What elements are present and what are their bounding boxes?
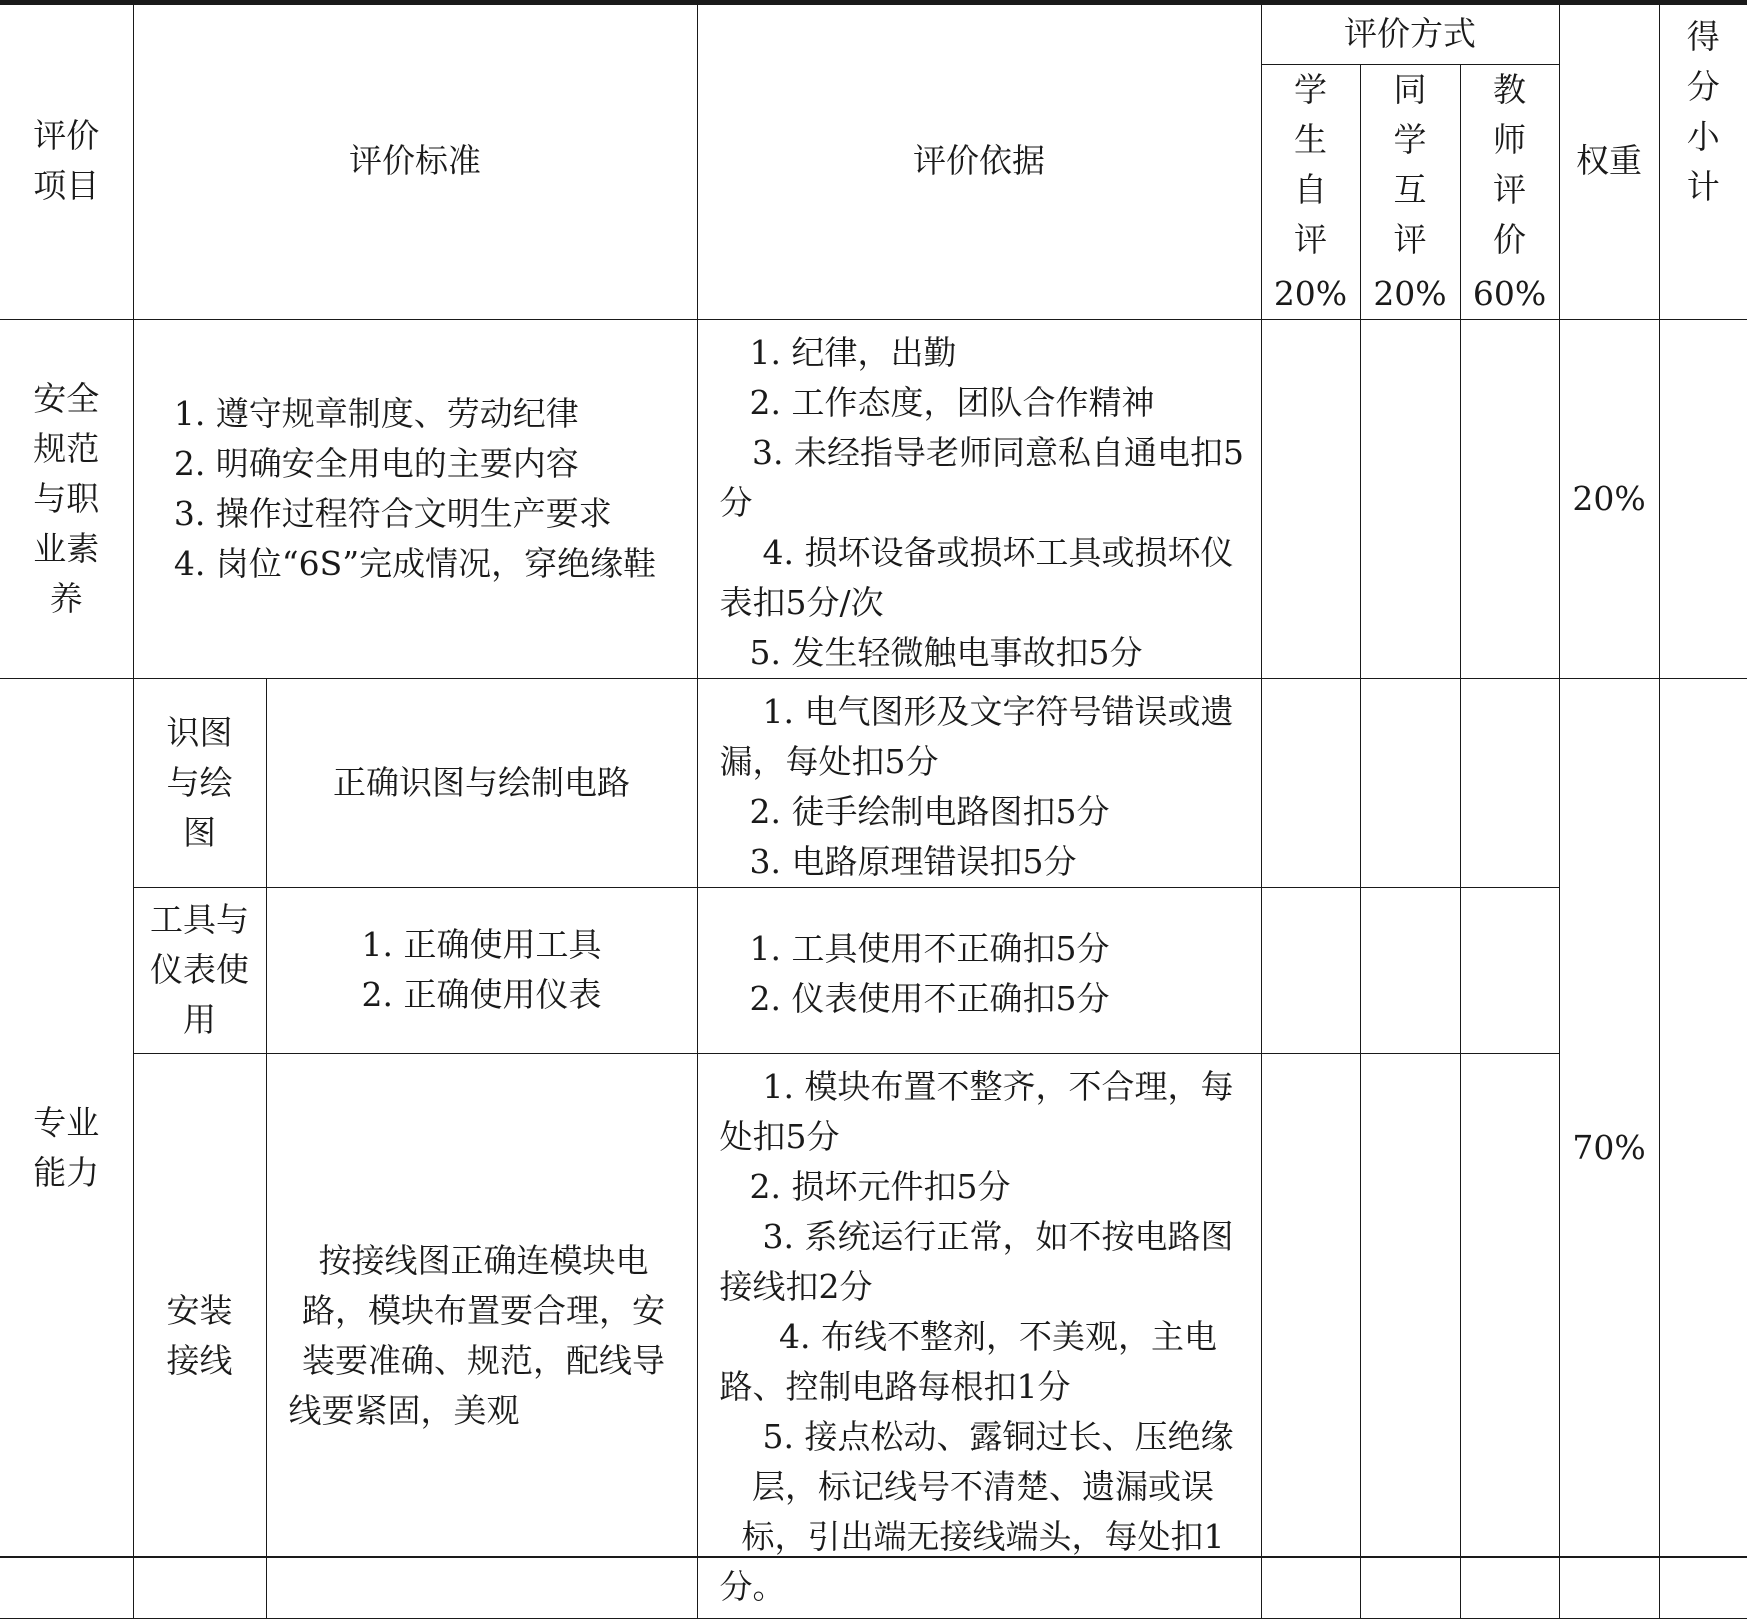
header-subtotal-cell bbox=[1659, 4, 1747, 319]
row-wiring bbox=[0, 1053, 1747, 1618]
standard-line: 1. 遵守规章制度、劳动纪律 bbox=[173, 393, 579, 433]
self-score-safety bbox=[1261, 319, 1360, 678]
basis-line: 2. 徒手绘制电路图扣5分 bbox=[749, 791, 1110, 831]
basis-line: 3. 未经指导老师同意私自通电扣5分 bbox=[719, 432, 1244, 522]
header-peer-cell bbox=[1360, 64, 1460, 319]
row-safety bbox=[0, 319, 1747, 678]
item-professional: 专业能力 bbox=[33, 1103, 100, 1192]
row-drawing bbox=[0, 678, 1747, 887]
header-teacher-cell bbox=[1460, 64, 1559, 319]
header-self-cell bbox=[1261, 64, 1360, 319]
item-professional-cell bbox=[0, 678, 133, 1618]
basis-line: 1. 纪律，出勤 bbox=[749, 332, 957, 372]
header-teacher-pct: 60% bbox=[1472, 273, 1547, 313]
standard-tools-cell bbox=[266, 887, 697, 1053]
basis-line: 4. 布线不整剂，不美观，主电路、控制电路每根扣1分 bbox=[719, 1316, 1217, 1406]
peer-score-drawing bbox=[1360, 678, 1460, 887]
standard-line: 2. 正确使用仪表 bbox=[361, 975, 602, 1014]
standard-tools-list bbox=[362, 920, 602, 1020]
standard-safety-list bbox=[174, 389, 656, 589]
item-safety-cell bbox=[0, 319, 133, 678]
basis-line: 1. 电气图形及文字符号错误或遗漏，每处扣5分 bbox=[719, 691, 1234, 781]
basis-drawing-cell bbox=[697, 678, 1261, 887]
header-teacher-label: 教师评价 bbox=[1493, 69, 1526, 259]
basis-safety-cell bbox=[697, 319, 1261, 678]
basis-line: 2. 损坏元件扣5分 bbox=[749, 1166, 1011, 1206]
standard-line: 3. 操作过程符合文明生产要求 bbox=[173, 493, 612, 533]
standard-line: 2. 明确安全用电的主要内容 bbox=[173, 443, 579, 483]
header-standard: 评价标准 bbox=[349, 141, 481, 181]
standard-drawing: 正确识图与绘制电路 bbox=[333, 762, 630, 802]
header-self-label: 学生自评 bbox=[1294, 69, 1327, 259]
peer-score-wiring bbox=[1360, 1053, 1460, 1618]
sub-tools-name: 工具与仪表使用 bbox=[150, 900, 249, 1039]
teacher-score-wiring bbox=[1460, 1053, 1559, 1618]
basis-line: 4. 损坏设备或损坏工具或损坏仪表扣5分/次 bbox=[719, 532, 1234, 622]
basis-tools-cell bbox=[697, 887, 1261, 1053]
subtotal-safety bbox=[1659, 319, 1747, 678]
header-peer-label: 同学互评 bbox=[1393, 69, 1427, 259]
header-self-pct: 20% bbox=[1273, 273, 1348, 313]
basis-wiring-cell bbox=[697, 1053, 1261, 1618]
header-weight: 权重 bbox=[1576, 141, 1643, 181]
teacher-score-tools bbox=[1460, 887, 1559, 1053]
standard-safety-cell bbox=[133, 319, 697, 678]
header-weight-cell bbox=[1559, 4, 1659, 319]
basis-line: 1. 模块布置不整齐，不合理，每处扣5分 bbox=[719, 1066, 1234, 1156]
teacher-score-drawing bbox=[1460, 678, 1559, 887]
weight-safety-cell bbox=[1559, 319, 1659, 678]
weight-professional-cell bbox=[1559, 678, 1659, 1618]
item-safety: 安全规范与职业素养 bbox=[33, 378, 100, 618]
header-peer-pct: 20% bbox=[1373, 273, 1447, 313]
header-basis: 评价依据 bbox=[913, 141, 1045, 181]
sub-drawing-cell bbox=[133, 678, 266, 887]
standard-drawing-cell bbox=[266, 678, 697, 887]
row-tools bbox=[0, 887, 1747, 1053]
peer-score-tools bbox=[1360, 887, 1460, 1053]
header-method: 评价方式 bbox=[1344, 13, 1476, 53]
basis-line: 1. 工具使用不正确扣5分 bbox=[749, 929, 1110, 968]
basis-line: 2. 仪表使用不正确扣5分 bbox=[749, 979, 1110, 1018]
sub-drawing-name: 识图与绘图 bbox=[166, 712, 233, 852]
peer-score-safety bbox=[1360, 319, 1460, 678]
self-score-drawing bbox=[1261, 678, 1360, 887]
header-standard-cell bbox=[133, 4, 697, 319]
self-score-wiring bbox=[1261, 1053, 1360, 1618]
standard-line: 1. 正确使用工具 bbox=[361, 925, 602, 964]
bottom-rule bbox=[0, 1556, 1747, 1558]
self-score-tools bbox=[1261, 887, 1360, 1053]
evaluation-table bbox=[0, 4, 1747, 1619]
standard-wiring-cell bbox=[266, 1053, 697, 1618]
weight-safety: 20% bbox=[1572, 478, 1646, 518]
sub-wiring-name: 安装接线 bbox=[166, 1290, 233, 1380]
subtotal-professional bbox=[1659, 678, 1747, 1618]
teacher-score-safety bbox=[1460, 319, 1559, 678]
header-item-cell bbox=[0, 4, 133, 319]
sub-tools-cell bbox=[133, 887, 266, 1053]
header-basis-cell bbox=[697, 4, 1261, 319]
header-method-cell bbox=[1261, 4, 1559, 64]
sub-wiring-cell bbox=[133, 1053, 266, 1618]
weight-professional: 70% bbox=[1572, 1128, 1646, 1167]
header-item: 评价项目 bbox=[33, 116, 100, 206]
basis-line: 5. 接点松动、露铜过长、压绝缘层，标记线号不清楚、遗漏或误标，引出端无接线端头，每处扣1分。 bbox=[719, 1416, 1234, 1606]
header-subtotal: 得分小计 bbox=[1686, 17, 1720, 206]
standard-line: 4. 岗位“6S”完成情况，穿绝缘鞋 bbox=[173, 543, 657, 583]
standard-wiring: 按接线图正确连模块电路，模块布置要合理，安装要准确、规范，配线导线要紧固，美观 bbox=[288, 1240, 665, 1430]
basis-line: 5. 发生轻微触电事故扣5分 bbox=[749, 632, 1143, 672]
basis-line: 3. 系统运行正常，如不按电路图接线扣2分 bbox=[719, 1216, 1234, 1306]
header-row-1 bbox=[0, 4, 1747, 64]
basis-line: 2. 工作态度，团队合作精神 bbox=[749, 382, 1155, 422]
basis-line: 3. 电路原理错误扣5分 bbox=[749, 841, 1077, 881]
